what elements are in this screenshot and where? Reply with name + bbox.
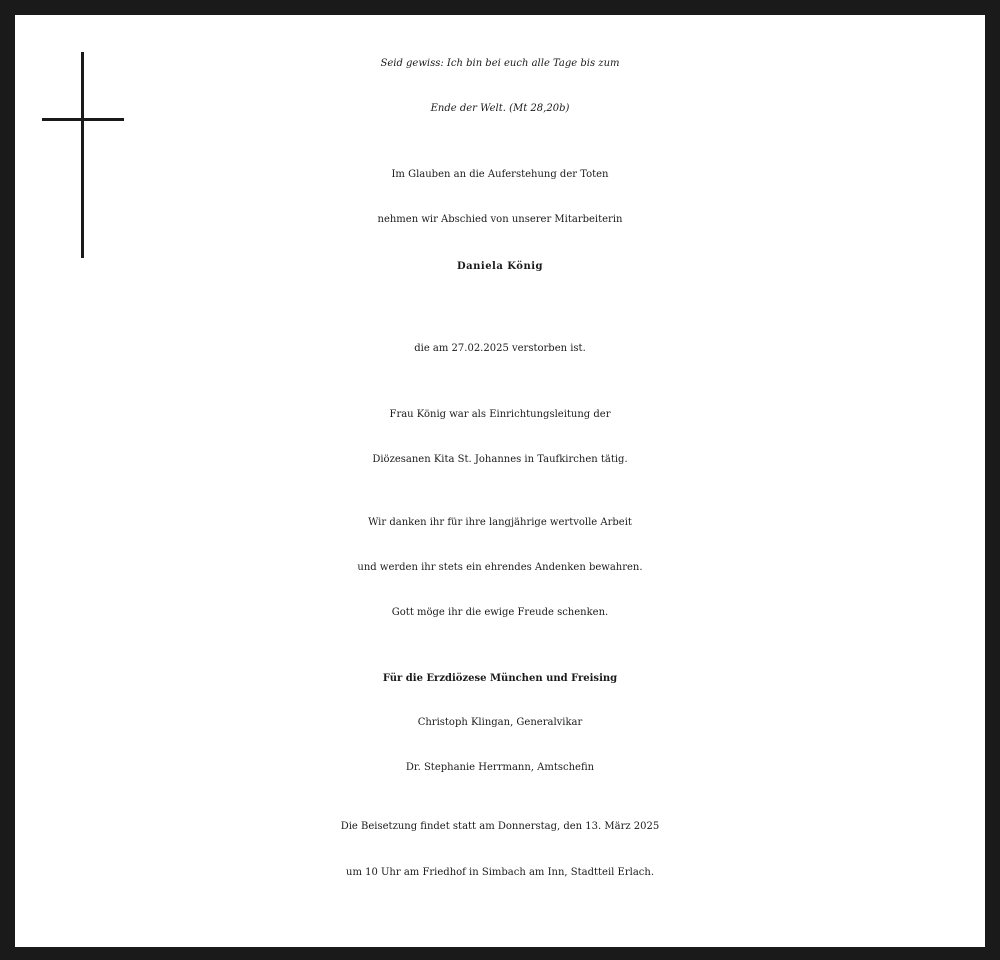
- role-line-1: Frau König war als Einrichtungsleitung der: [389, 409, 611, 420]
- funeral-line-1: Die Beisetzung findet statt am Donnerstag, den 13. März 2025: [340, 821, 660, 832]
- signatories-heading: Für die Erzdiözese München und Freising: [382, 673, 618, 684]
- thanks-line-3: Gott möge ihr die ewige Freude schenken.: [391, 607, 609, 618]
- thanks-line-2: und werden ihr stets ein ehrendes Andenken bewahren.: [357, 562, 643, 573]
- role-line-2: Diözesanen Kita St. Johannes in Taufkirchen tätig.: [372, 454, 628, 465]
- intro-line-1: Im Glauben an die Auferstehung der Toten: [391, 169, 609, 180]
- motto-line-2: Ende der Welt. (Mt 28,20b): [430, 103, 570, 114]
- motto-line-1: Seid gewiss: Ich bin bei euch alle Tage bis zum: [380, 58, 620, 69]
- intro-line-2: nehmen wir Abschied von unserer Mitarbeiterin: [377, 214, 623, 225]
- signatory-1: Christoph Klingan, Generalvikar: [417, 717, 583, 728]
- funeral-line-2: um 10 Uhr am Friedhof in Simbach am Inn, Stadtteil Erlach.: [346, 867, 654, 878]
- latin-cross-icon: [42, 52, 124, 258]
- deceased-name: Daniela König: [456, 261, 544, 272]
- signatory-2: Dr. Stephanie Herrmann, Amtschefin: [405, 762, 595, 773]
- death-date-line: die am 27.02.2025 verstorben ist.: [414, 343, 586, 354]
- thanks-line-1: Wir danken ihr für ihre langjährige wertvolle Arbeit: [368, 517, 632, 528]
